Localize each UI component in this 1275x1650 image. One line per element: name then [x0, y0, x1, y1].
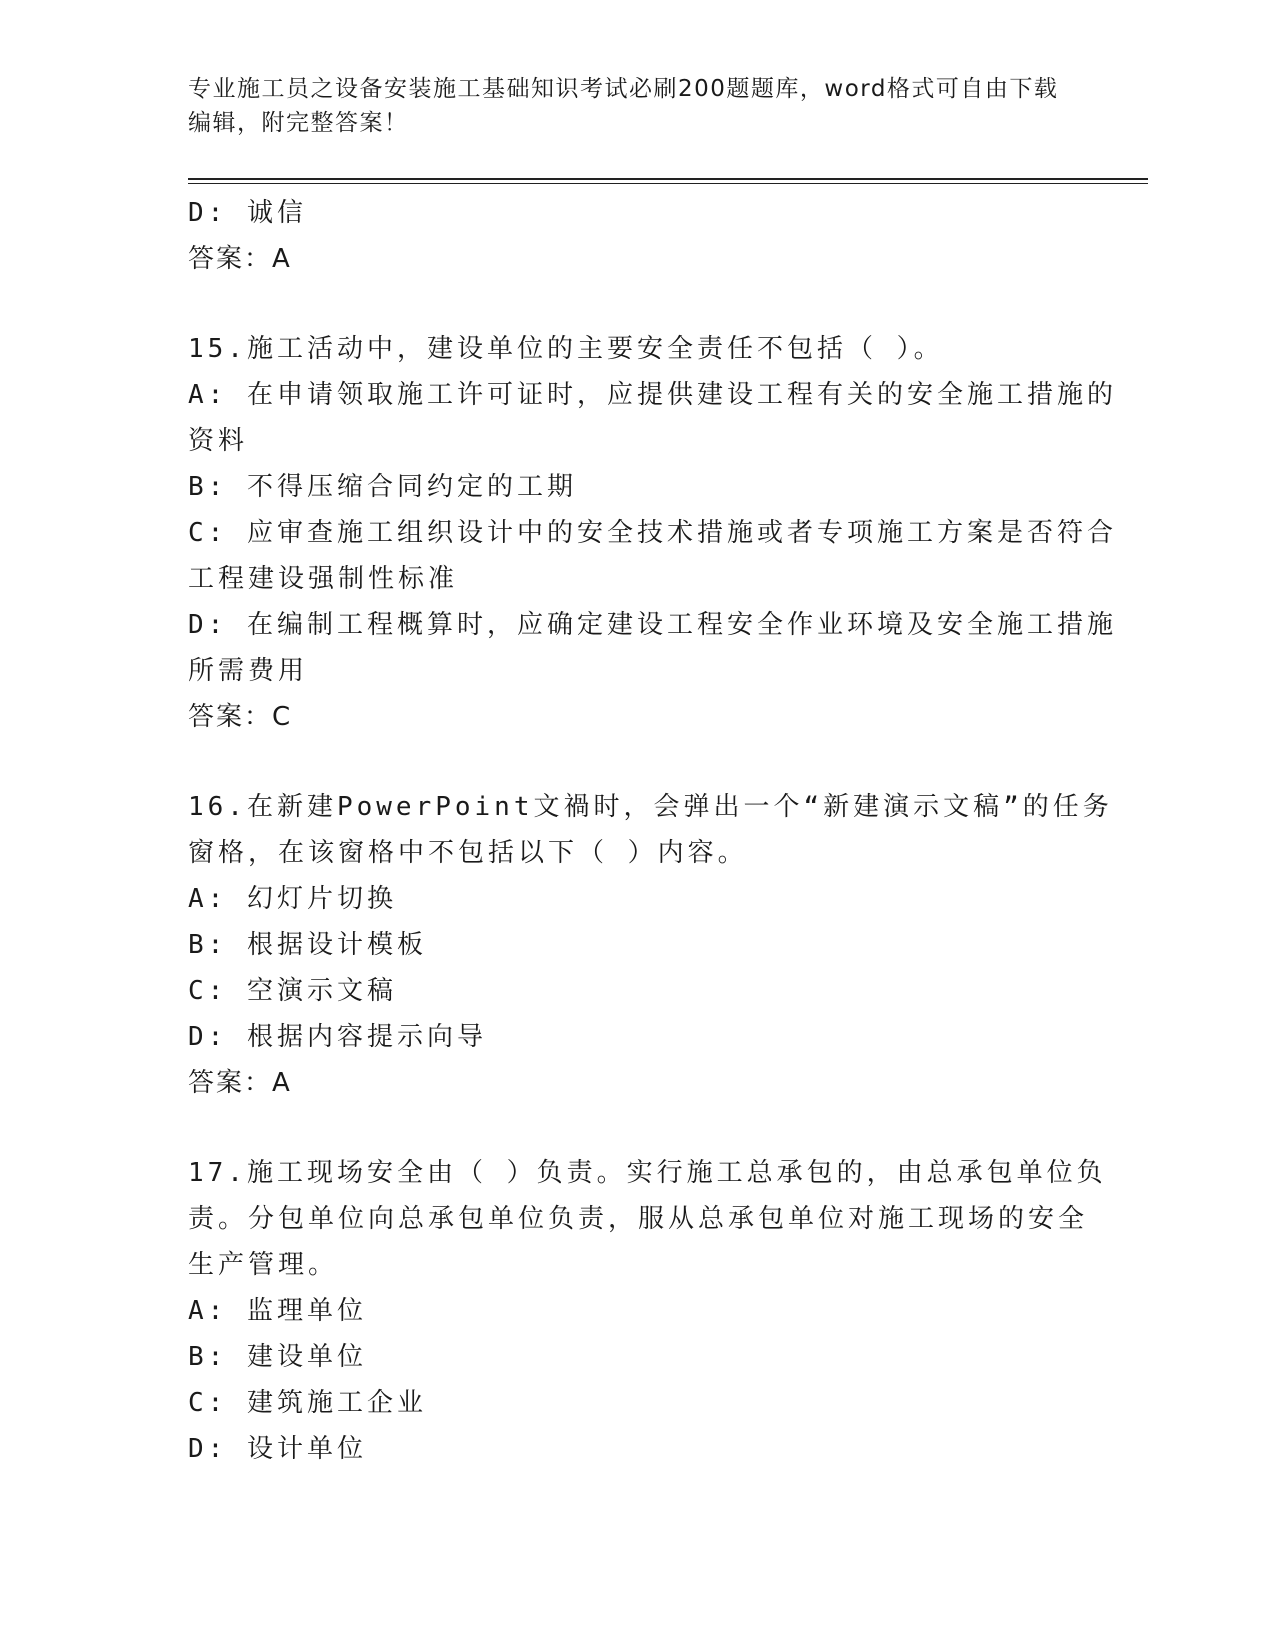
question-stem-cont: 窗格，在该窗格中不包括以下（ ）内容。 — [188, 838, 748, 868]
question-stem-cont: 责。分包单位向总承包单位负责，服从总承包单位对施工现场的安全 — [188, 1204, 1089, 1234]
option-d: D: 根据内容提示向导 — [188, 1022, 487, 1052]
option-c: C: 应审查施工组织设计中的安全技术措施或者专项施工方案是否符合 — [188, 518, 1117, 548]
question-stem: 16.在新建PowerPoint文禍时，会弹出一个“新建演示文稿”的任务 — [188, 792, 1113, 822]
spacer — [188, 282, 1088, 326]
option-c: C: 建筑施工企业 — [188, 1388, 427, 1418]
page-header — [188, 72, 1068, 140]
answer: 答案：A — [188, 1068, 292, 1098]
spacer — [188, 740, 1088, 784]
option-a: A: 幻灯片切换 — [188, 884, 397, 914]
option-d-cont: 所需费用 — [188, 656, 309, 686]
document-body — [188, 190, 1117, 1472]
question-15 — [188, 326, 1117, 740]
question-17 — [188, 1150, 1107, 1472]
option-b: B: 根据设计模板 — [188, 930, 427, 960]
prev-option-d: D: 诚信 — [188, 198, 307, 228]
option-a: A: 监理单位 — [188, 1296, 367, 1326]
header-line-2: 编辑，附完整答案！ — [188, 110, 409, 136]
question-stem-cont: 生产管理。 — [188, 1250, 339, 1280]
option-d: D: 设计单位 — [188, 1434, 367, 1464]
option-b: B: 建设单位 — [188, 1342, 367, 1372]
header-divider-thin — [188, 183, 1148, 184]
question-stem: 17.施工现场安全由（ ）负责。实行施工总承包的，由总承包单位负 — [188, 1158, 1107, 1188]
header-line-1: 专业施工员之设备安装施工基础知识考试必刷200题题库，word格式可自由下载 — [188, 76, 1059, 102]
option-c-cont: 工程建设强制性标准 — [188, 564, 459, 594]
option-b: B: 不得压缩合同约定的工期 — [188, 472, 577, 502]
prev-answer: 答案：A — [188, 244, 292, 274]
header-divider-thick — [188, 178, 1148, 180]
option-a: A: 在申请领取施工许可证时，应提供建设工程有关的安全施工措施的 — [188, 380, 1117, 410]
answer: 答案：C — [188, 702, 293, 732]
option-d: D: 在编制工程概算时，应确定建设工程安全作业环境及安全施工措施 — [188, 610, 1117, 640]
spacer — [188, 1106, 1088, 1150]
question-16 — [188, 784, 1113, 1106]
question-stem: 15.施工活动中，建设单位的主要安全责任不包括（ ）。 — [188, 334, 944, 364]
option-a-cont: 资料 — [188, 426, 249, 456]
option-c: C: 空演示文稿 — [188, 976, 397, 1006]
